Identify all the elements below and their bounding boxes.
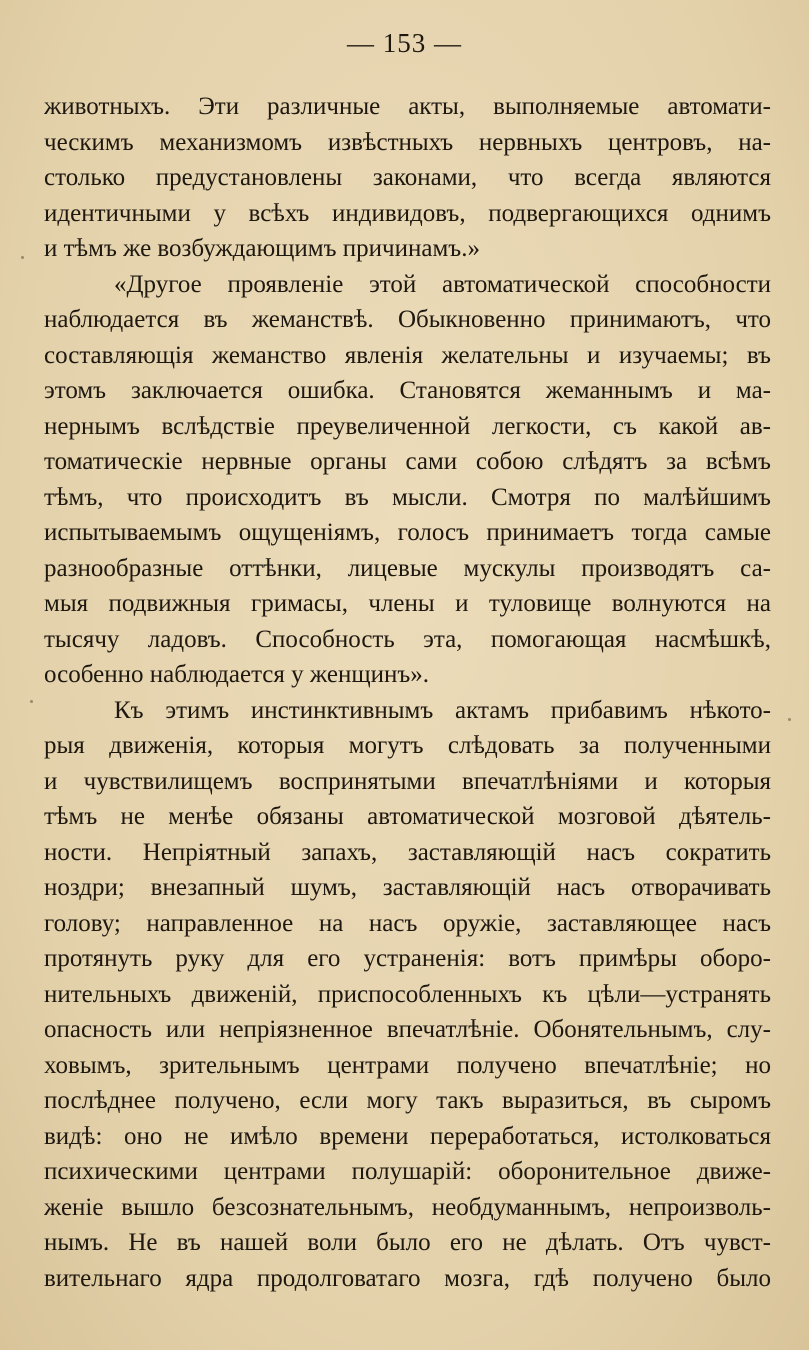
text-line: «Другое проявленіе этой автоматической способности: [114, 270, 771, 298]
text-line: ности. Непріятный запахъ, заставляющій насъ сократить: [44, 838, 771, 866]
text-line: ховымъ, зрительнымъ центрами получено впечатлѣніе; но: [44, 1051, 771, 1079]
paper-speck: [788, 718, 791, 721]
text-line: нительныхъ движеній, приспособленныхъ къ цѣли—устранять: [44, 980, 771, 1008]
text-line: испытываемымъ ощущеніямъ, голосъ принимаетъ тогда самые: [44, 519, 771, 546]
text-line: женіе вышло безсознательнымъ, необдуманнымъ, непроизволь-: [44, 1193, 771, 1221]
text-line: столько предустановлены законами, что всегда являются: [44, 164, 771, 191]
text-line: тѣмъ не менѣе обязаны автоматической мозговой дѣятель-: [44, 803, 771, 830]
text-line: и тѣмъ же возбуждающимъ причинамъ.»: [44, 235, 480, 262]
body-text: [44, 89, 771, 1296]
text-line: наблюдается въ жеманствѣ. Обыкновенно принимаютъ, что: [44, 306, 771, 333]
text-line: и чувствилищемъ воспринятыми впечатлѣніями и которыя: [44, 767, 771, 795]
text-line: послѣднее получено, если могу такъ выразиться, въ сыромъ: [44, 1087, 771, 1114]
text-line: вительнаго ядра продолговатаго мозга, гдѣ получено было: [44, 1264, 771, 1292]
paper-speck: [21, 256, 24, 259]
text-line: голову; направленное на насъ оружіе, заставляющее насъ: [44, 909, 771, 937]
paper-speck: [30, 700, 33, 703]
text-line: Къ этимъ инстинктивнымъ актамъ прибавимъ нѣкото-: [114, 696, 771, 724]
text-line: рыя движенія, которыя могутъ слѣдовать за полученными: [44, 732, 771, 759]
text-line: нернымъ вслѣдствіе преувеличенной легкости, съ какой ав-: [44, 412, 771, 440]
text-line: составляющія жеманство явленія желательны и изучаемы; въ: [44, 341, 771, 369]
text-line: тысячу ладовъ. Способность эта, помогающая насмѣшкѣ,: [44, 625, 771, 653]
page-number: — 153 —: [347, 28, 462, 58]
text-line: ческимъ механизмомъ извѣстныхъ нервныхъ центровъ, на-: [44, 128, 771, 156]
text-line: мыя подвижныя гримасы, члены и туловище волнуются на: [44, 590, 771, 617]
text-line: идентичными у всѣхъ индивидовъ, подвергающихся однимъ: [44, 199, 771, 227]
text-line: особенно наблюдается у женщинъ».: [44, 661, 430, 688]
text-line: нымъ. Не въ нашей воли было его не дѣлать. Отъ чувст-: [44, 1229, 771, 1256]
text-line: тѣмъ, что происходитъ въ мысли. Смотря по малѣйшимъ: [44, 483, 771, 511]
text-line: опасность или непріязненное впечатлѣніе. Обонятельнымъ, слу-: [44, 1016, 771, 1043]
text-line: протянуть руку для его устраненія: вотъ примѣры оборо-: [44, 945, 771, 972]
text-line: психическими центрами полушарій: оборонительное движе-: [44, 1158, 771, 1185]
text-line: этомъ заключается ошибка. Становятся жеманнымъ и ма-: [44, 377, 771, 404]
text-line: ноздри; внезапный шумъ, заставляющій насъ отворачивать: [44, 874, 771, 901]
text-line: томатическіе нервные органы сами собою слѣдятъ за всѣмъ: [44, 448, 771, 475]
text-line: разнообразные оттѣнки, лицевые мускулы производятъ са-: [44, 554, 771, 582]
text-line: видѣ: оно не имѣло времени переработаться, истолковаться: [44, 1122, 771, 1150]
text-line: животныхъ. Эти различные акты, выполняемые автомати-: [44, 93, 771, 120]
